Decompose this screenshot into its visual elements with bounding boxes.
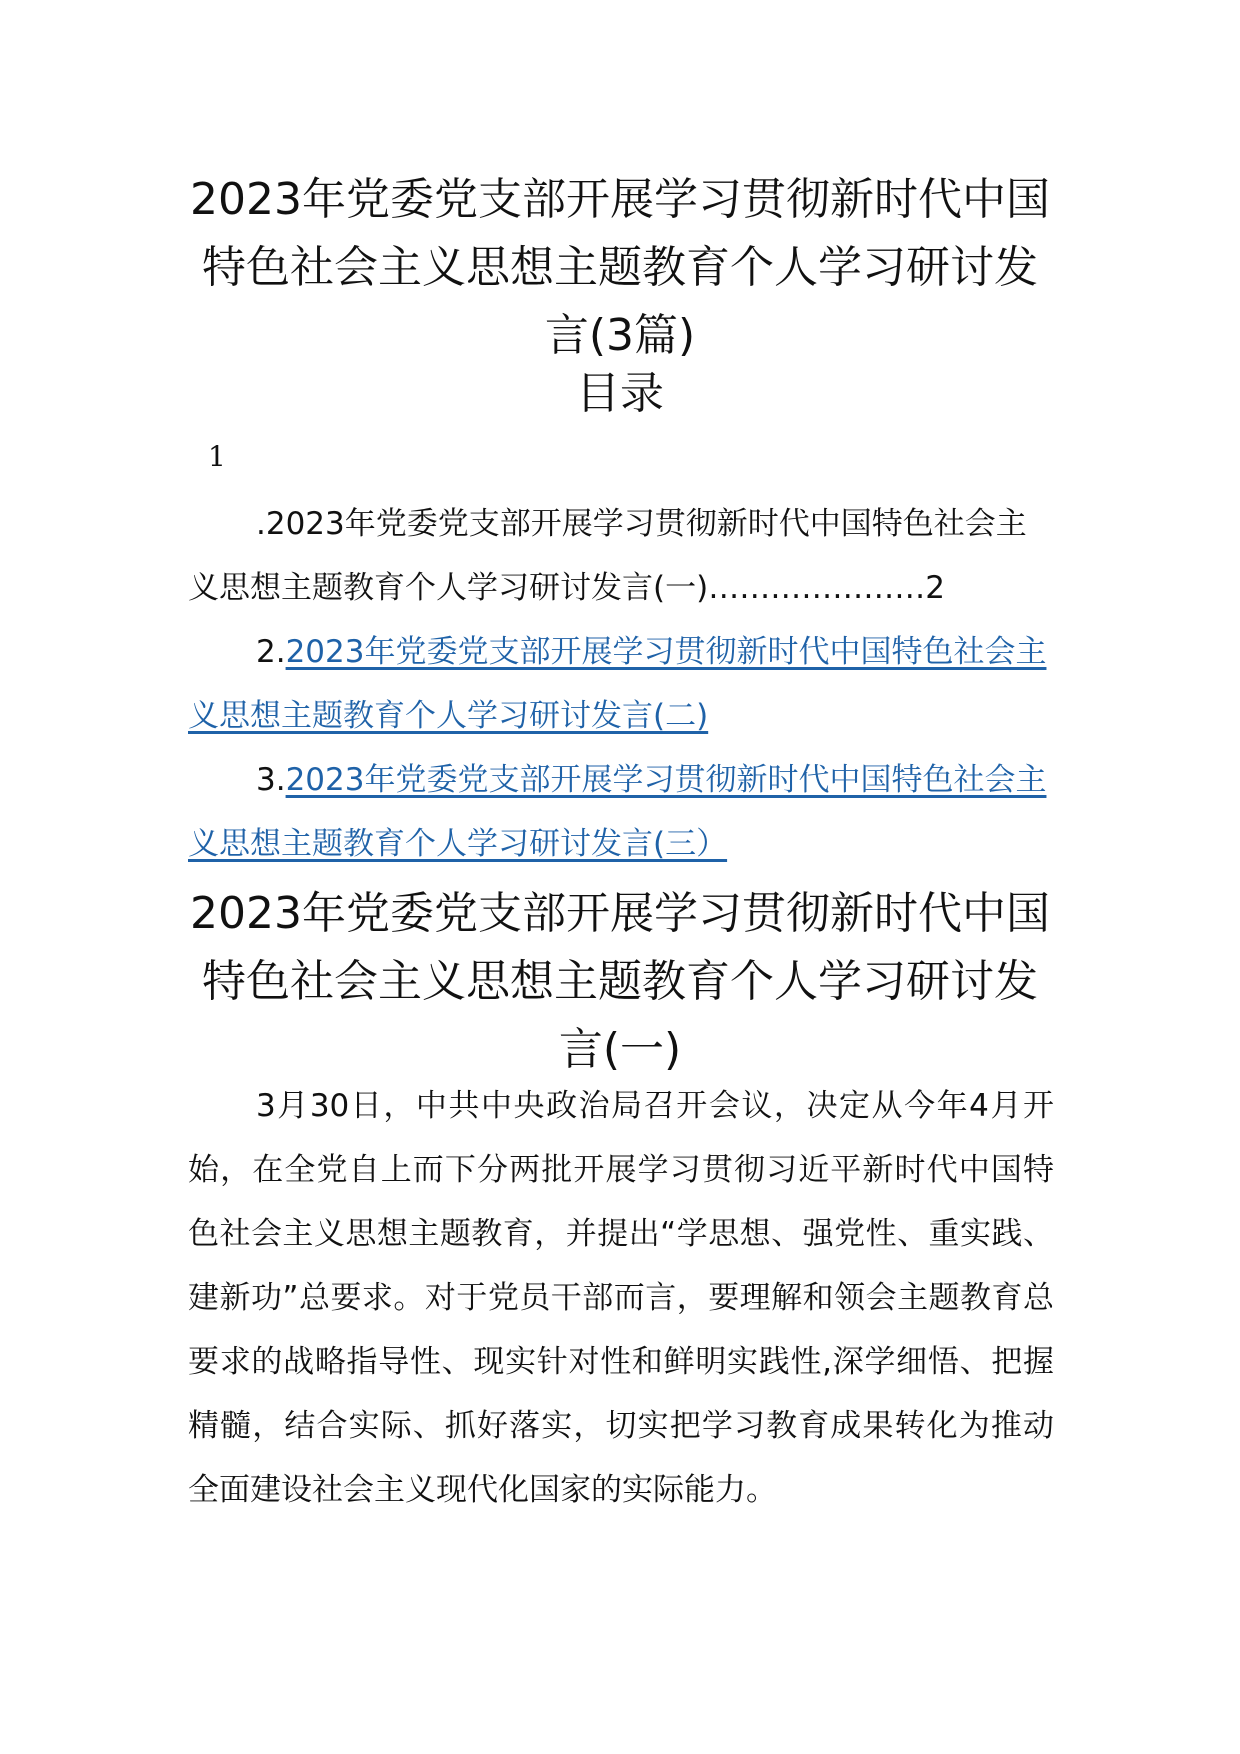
toc-entry-1-prefix: . bbox=[256, 506, 266, 542]
body-paragraph: 3月30日，中共中央政治局召开会议，决定从今年4月开始，在全党自上而下分两批开展学习贯彻习近平新时代中国特色社会主义思想主题教育，并提出“学思想、强党性、重实践、建新功”总要求。对于党员干部而言，要理解和领会主题教育总要求的战略指导性、现实针对性和鲜明实践性,深学细悟、把握精髓，结合实际、抓好落实，切实把学习教育成果转化为推动全面建设社会主义现代化国家的实际能力。 bbox=[188, 1088, 1054, 1508]
toc-entry-2-link[interactable]: 2023年党委党支部开展学习贯彻新时代中国特色社会主义思想主题教育个人学习研讨发言(二) bbox=[188, 634, 1047, 734]
toc-entry-1-page: 2 bbox=[925, 570, 945, 606]
toc-entry-3-link[interactable]: 2023年党委党支部开展学习贯彻新时代中国特色社会主义思想主题教育个人学习研讨发言(三） bbox=[188, 762, 1047, 862]
toc-entry-2 bbox=[188, 620, 1054, 748]
toc-entry-3-prefix: 3. bbox=[256, 762, 286, 798]
toc-entry-1-text: 2023年党委党支部开展学习贯彻新时代中国特色社会主义思想主题教育个人学习研讨发言(一) bbox=[188, 506, 1027, 606]
toc-entry-3 bbox=[188, 748, 1054, 876]
toc-entry-2-prefix: 2. bbox=[256, 634, 286, 670]
toc-entry-1[interactable] bbox=[188, 492, 1054, 620]
section-title: 2023年党委党支部开展学习贯彻新时代中国特色社会主义思想主题教育个人学习研讨发言(一) bbox=[190, 888, 1050, 1075]
toc-marker: 1 bbox=[208, 440, 226, 473]
toc-heading: 目录 bbox=[576, 368, 664, 419]
document-title: 2023年党委党支部开展学习贯彻新时代中国特色社会主义思想主题教育个人学习研讨发言(3篇) bbox=[190, 174, 1050, 361]
toc-entry-1-leader: ………………… bbox=[708, 570, 926, 606]
